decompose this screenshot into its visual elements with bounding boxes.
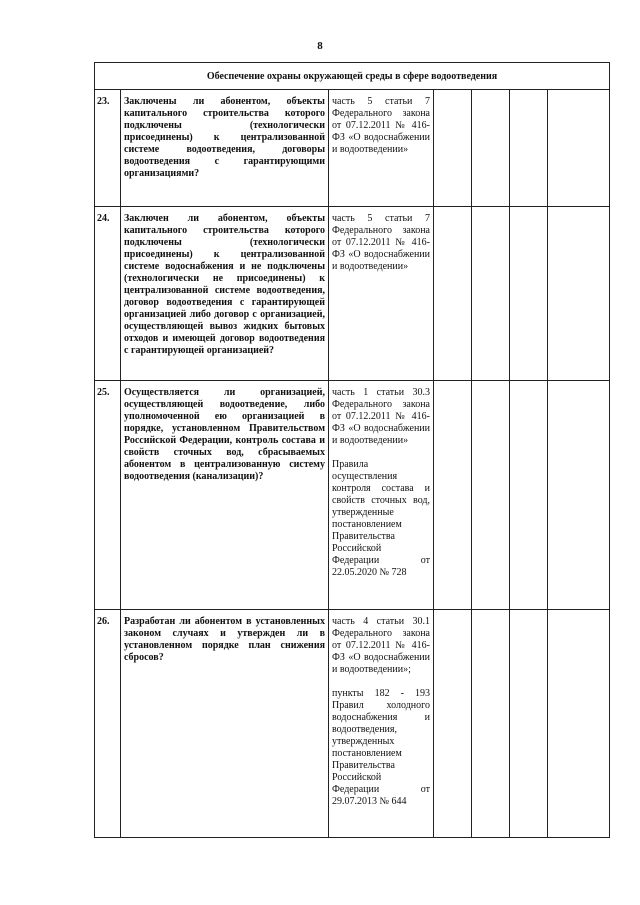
notes-cell[interactable] (548, 90, 610, 207)
legal-reference (329, 207, 434, 381)
legal-reference (329, 610, 434, 838)
reference-text: Правила осуществления контроля состава и свойств сточных вод, утвержденные постановлением Правительства Российской Федерации от 22.05.2020 № 728 (332, 459, 430, 578)
answer-cell-no[interactable] (472, 90, 510, 207)
notes-cell[interactable] (548, 381, 610, 610)
answer-cell-na[interactable] (510, 90, 548, 207)
answer-cell-na[interactable] (510, 381, 548, 610)
row-number: 25. (95, 381, 121, 610)
answer-cell-no[interactable] (472, 207, 510, 381)
answer-cell-na[interactable] (510, 207, 548, 381)
reference-text: часть 5 статьи 7 Федерального закона от 07.12.2011 № 416-ФЗ «О водоснабжении и водоотведении» (332, 96, 430, 155)
section-header-row (95, 63, 610, 90)
row-number: 26. (95, 610, 121, 838)
question-text: Осуществляется ли организацией, осуществляющей водоотведение, либо уполномоченной ею организацией в порядке, установленном Правительством Российской Федерации, контроль состава и свойств сточных вод, сбрасываемых абонентом в централизованную систему водоотведения (канализации)? (121, 381, 329, 610)
table-row (95, 207, 610, 381)
page-number: 8 (317, 40, 323, 52)
table-row (95, 610, 610, 838)
table-row (95, 90, 610, 207)
answer-cell-no[interactable] (472, 381, 510, 610)
answer-cell-yes[interactable] (434, 90, 472, 207)
notes-cell[interactable] (548, 610, 610, 838)
legal-reference (329, 90, 434, 207)
question-text: Разработан ли абонентом в установленных законом случаях и утвержден ли в установленном порядке план снижения сбросов? (121, 610, 329, 838)
reference-text: часть 5 статьи 7 Федерального закона от 07.12.2011 № 416-ФЗ «О водоснабжении и водоотведении» (332, 213, 430, 272)
legal-reference (329, 381, 434, 610)
question-text: Заключен ли абонентом, объекты капитального строительства которого подключены (технологически присоединены) к централизованной системе водоснабжения и не подключены (технологически не присоединены) к централизованной системе водоотведения, договор водоотведения с гарантирующей организацией либо договор с организацией, осуществляющей вывоз жидких бытовых отходов и имеющей договор водоотведения с гарантирующей организацией? (121, 207, 329, 381)
answer-cell-na[interactable] (510, 610, 548, 838)
answer-cell-no[interactable] (472, 610, 510, 838)
table-row (95, 381, 610, 610)
question-text: Заключены ли абонентом, объекты капитального строительства которого подключены (технологически присоединены) к централизованной системе водоотведения, договоры водоотведения с гарантирующими организациями? (121, 90, 329, 207)
answer-cell-yes[interactable] (434, 381, 472, 610)
answer-cell-yes[interactable] (434, 207, 472, 381)
answer-cell-yes[interactable] (434, 610, 472, 838)
reference-text: часть 1 статьи 30.3 Федерального закона от 07.12.2011 № 416-ФЗ «О водоснабжении и водоотведении» (332, 387, 430, 446)
section-title: Обеспечение охраны окружающей среды в сфере водоотведения (95, 63, 610, 90)
reference-text: часть 4 статьи 30.1 Федерального закона от 07.12.2011 № 416-ФЗ «О водоснабжении и водоотведении»; (332, 616, 430, 675)
checklist-table (94, 62, 610, 838)
row-number: 23. (95, 90, 121, 207)
notes-cell[interactable] (548, 207, 610, 381)
row-number: 24. (95, 207, 121, 381)
reference-text: пункты 182 - 193 Правил холодного водоснабжения и водоотведения, утвержденных постановлением Правительства Российской Федерации от 29.07.2013 № 644 (332, 688, 430, 807)
